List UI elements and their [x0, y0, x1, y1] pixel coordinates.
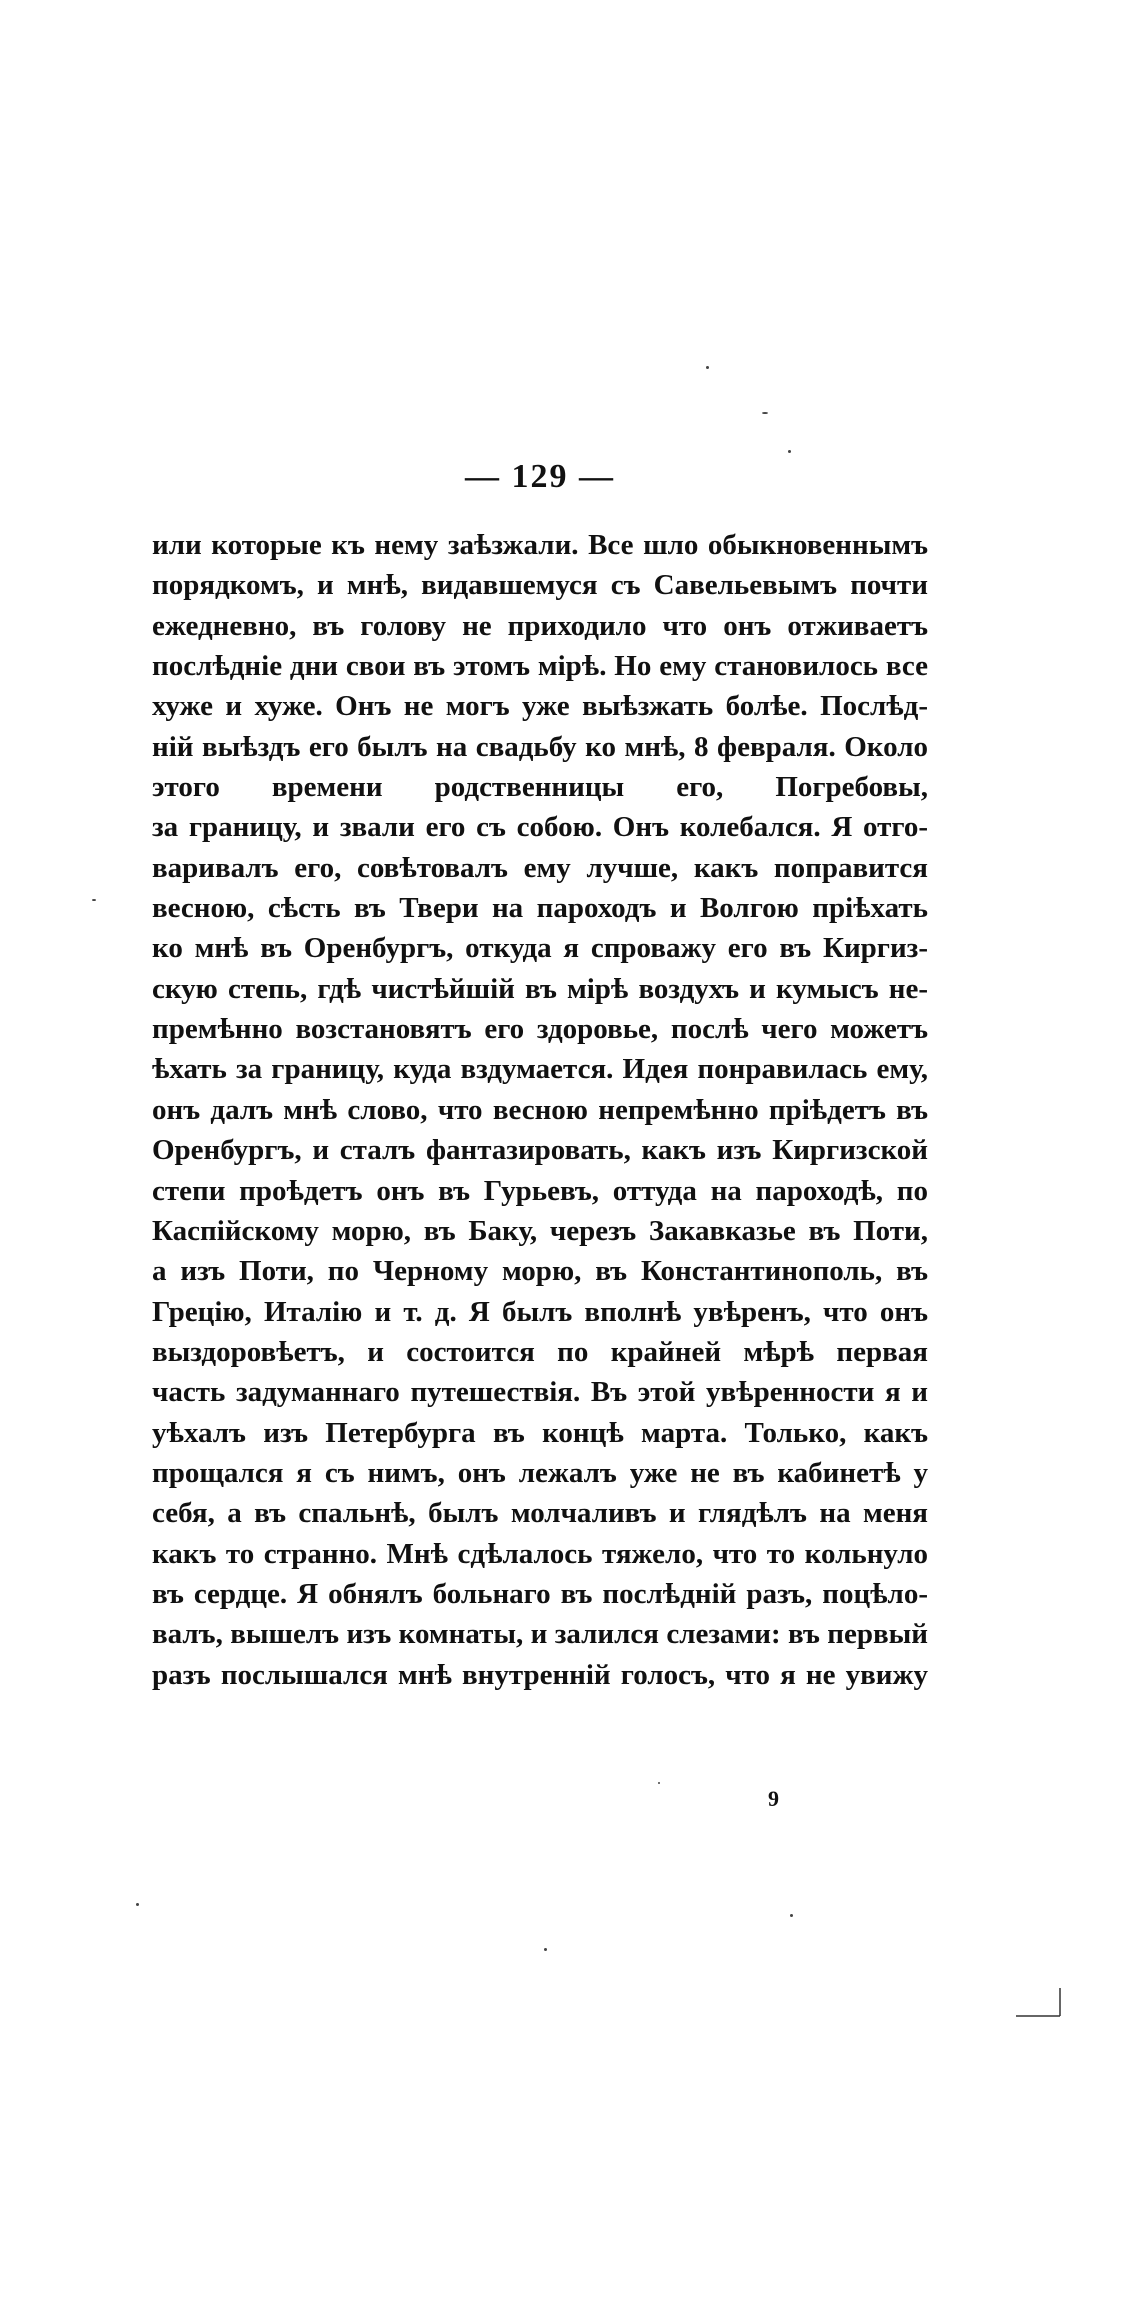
text-line-content: степи проѣдетъ онъ въ Гурьевъ, оттуда на пароходѣ, по — [152, 1174, 928, 1207]
text-line-content: премѣнно возстановятъ его здоровье, послѣ чего можетъ — [152, 1013, 928, 1046]
text-line-content: Оренбургъ, и сталъ фантазировать, какъ изъ Киргизской — [152, 1134, 928, 1167]
text-line — [152, 1049, 928, 1089]
text-line-content: скую степь, гдѣ чистѣйшій въ мірѣ воздухъ и кумысъ не- — [152, 972, 928, 1005]
text-line-content: ѣхать за границу, куда вздумается. Идея понравилась ему, — [152, 1053, 928, 1086]
text-line — [152, 727, 928, 767]
text-line — [152, 1211, 928, 1251]
text-line-content: за границу, и звали его съ собою. Онъ колебался. Я отго- — [152, 811, 928, 844]
text-line — [152, 848, 928, 888]
scan-speck — [92, 899, 96, 901]
text-line — [152, 1171, 928, 1211]
text-line-content: уѣхалъ изъ Петербурга въ концѣ марта. Только, какъ — [152, 1416, 928, 1449]
text-line — [152, 969, 928, 1009]
text-line-content: этого времени родственницы его, Погребовы, — [152, 771, 928, 804]
text-line — [152, 1413, 928, 1453]
text-line-content: варивалъ его, совѣтовалъ ему лучше, какъ поправится — [152, 851, 928, 884]
text-line-content: а изъ Поти, по Черному морю, въ Константинополь, въ — [152, 1255, 928, 1288]
text-line — [152, 1090, 928, 1130]
scan-speck — [790, 1914, 793, 1917]
text-line-content: ежедневно, въ голову не приходило что онъ отживаетъ — [152, 609, 928, 642]
text-line — [152, 525, 928, 565]
text-line — [152, 1009, 928, 1049]
text-line — [152, 606, 928, 646]
text-line-content: онъ далъ мнѣ слово, что весною непремѣнно пріѣдетъ въ — [152, 1093, 928, 1126]
signature-mark: 9 — [768, 1786, 779, 1811]
scan-speck — [658, 1782, 660, 1784]
text-line-content: послѣдніе дни свои въ этомъ мірѣ. Но ему становилось все — [152, 650, 928, 683]
text-line-content: порядкомъ, и мнѣ, видавшемуся съ Савельевымъ почти — [152, 569, 928, 602]
text-line-content: прощался я съ нимъ, онъ лежалъ уже не въ кабинетѣ у — [152, 1456, 928, 1489]
text-line — [152, 1493, 928, 1533]
text-line — [152, 1130, 928, 1170]
text-line — [152, 1574, 928, 1614]
text-line — [152, 1614, 928, 1654]
scan-speck — [788, 450, 791, 453]
text-line — [152, 807, 928, 847]
text-line — [152, 565, 928, 605]
page-number: — 129 — — [465, 458, 615, 495]
text-line-content: или которые къ нему заѣзжали. Все шло обыкновеннымъ — [152, 529, 928, 561]
text-line — [152, 1251, 928, 1291]
text-line-content: валъ, вышелъ изъ комнаты, и залился слезами: въ первый — [152, 1618, 928, 1651]
text-line-content: разъ послышался мнѣ внутренній голосъ, что я не увижу — [152, 1658, 928, 1691]
scan-speck — [762, 412, 768, 414]
text-line-content: въ сердце. Я обнялъ больнаго въ послѣдній разъ, поцѣло- — [152, 1577, 928, 1610]
text-line — [152, 1453, 928, 1493]
text-line-content: себя, а въ спальнѣ, былъ молчаливъ и глядѣлъ на меня — [152, 1497, 928, 1530]
text-line — [152, 686, 928, 726]
scan-speck — [706, 366, 709, 369]
text-line-content: Грецію, Италію и т. д. Я былъ вполнѣ увѣренъ, что онъ — [152, 1295, 928, 1328]
text-line — [152, 1534, 928, 1574]
text-line — [152, 888, 928, 928]
text-line-content: Каспійскому морю, въ Баку, черезъ Закавказье въ Поти, — [152, 1214, 928, 1247]
scan-corner-mark — [1016, 1988, 1064, 2018]
text-line — [152, 1292, 928, 1332]
text-line-content: ко мнѣ въ Оренбургъ, откуда я спроважу его въ Киргиз- — [152, 932, 928, 965]
text-line — [152, 1372, 928, 1412]
text-line-content: выздоровѣетъ, и состоится по крайней мѣрѣ первая — [152, 1335, 928, 1368]
text-line-content: часть задуманнаго путешествія. Въ этой увѣренности я и — [152, 1376, 928, 1409]
scan-speck — [544, 1948, 547, 1951]
text-line-content: ній выѣздъ его былъ на свадьбу ко мнѣ, 8 февраля. Около — [152, 730, 928, 763]
body-text — [152, 525, 928, 1695]
text-line-content: хуже и хуже. Онъ не могъ уже выѣзжать болѣе. Послѣд- — [152, 690, 928, 723]
text-line — [152, 1332, 928, 1372]
text-line — [152, 646, 928, 686]
text-line — [152, 767, 928, 807]
text-line — [152, 928, 928, 968]
scan-speck — [136, 1903, 139, 1906]
text-line-content: какъ то странно. Мнѣ сдѣлалось тяжело, что то кольнуло — [152, 1537, 928, 1570]
text-line-content: весною, сѣсть въ Твери на пароходъ и Волгою пріѣхать — [152, 892, 928, 925]
text-line — [152, 1655, 928, 1695]
